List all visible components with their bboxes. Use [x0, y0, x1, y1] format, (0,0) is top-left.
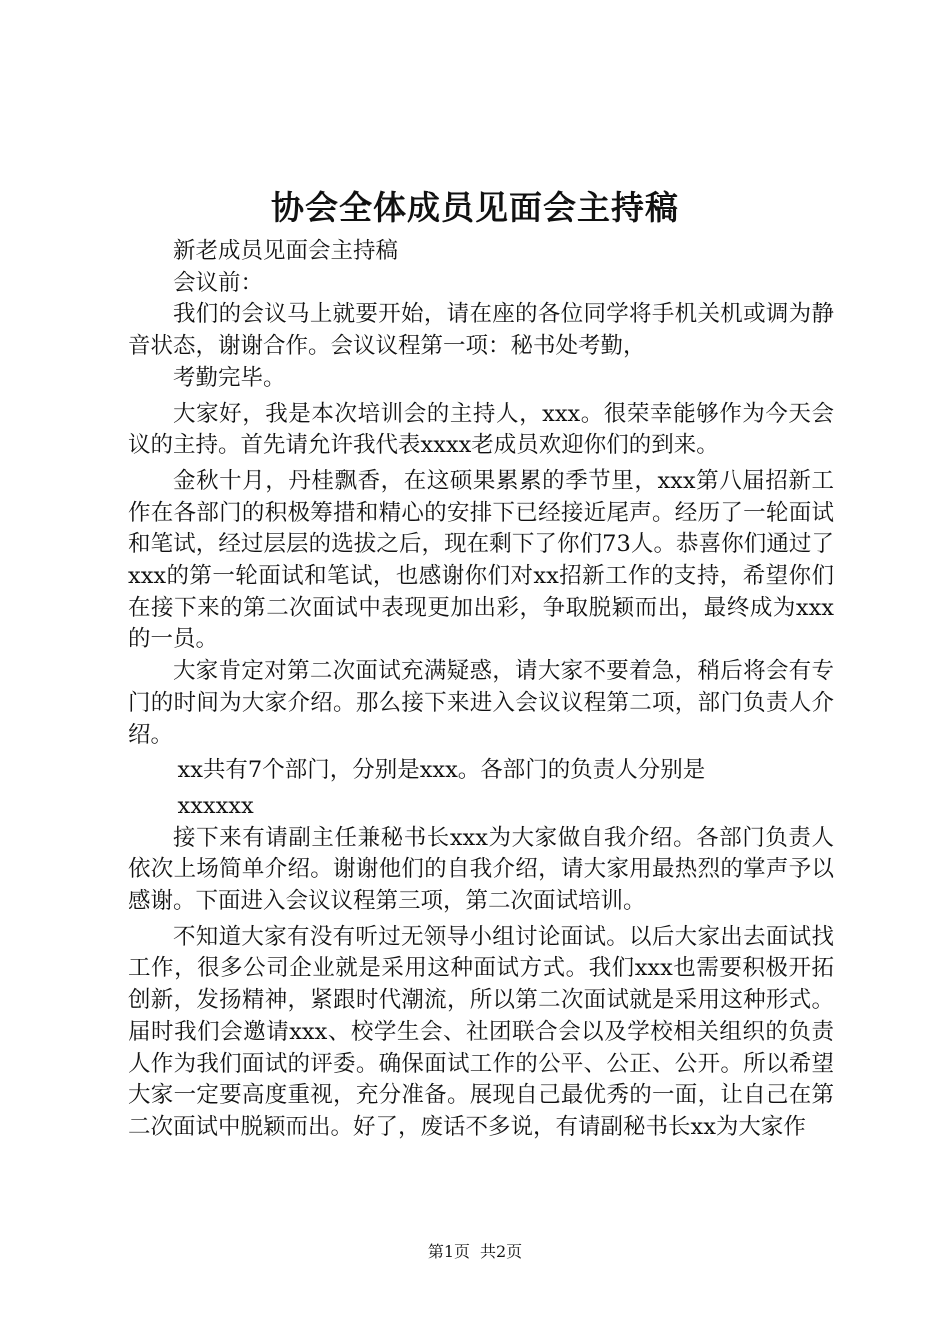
paragraph-self-introduction: 接下来有请副主任兼秘书长xxx为大家做自我介绍。各部门负责人依次上场简单介绍。谢谢他们的自我介绍，请大家用最热烈的掌声予以感谢。下面进入会议议程第三项，第二次面试培训。 — [128, 824, 834, 915]
document-title: 协会全体成员见面会主持稿 — [271, 188, 679, 227]
paragraph-opening: 我们的会议马上就要开始，请在座的各位同学将手机关机或调为静音状态，谢谢合作。会议议程第一项：秘书处考勤， — [128, 301, 834, 360]
paragraph-attendance-done: 考勤完毕。 — [173, 364, 286, 391]
page-footer — [0, 1240, 950, 1264]
paragraph-greeting: 大家好，我是本次培训会的主持人，xxx。很荣幸能够作为今天会议的主持。首先请允许我代表xxxx老成员欢迎你们的到来。 — [128, 400, 834, 459]
paragraph-subtitle: 新老成员见面会主持稿 — [173, 238, 399, 264]
page-number: 第1页 — [427, 1242, 470, 1261]
paragraph-before-meeting: 会议前： — [173, 269, 264, 296]
paragraph-department-heads: xxxxxx — [177, 792, 254, 819]
paragraph-second-interview-intro: 大家肯定对第二次面试充满疑惑，请大家不要着急，稍后将会有专门的时间为大家介绍。那么接下来进入会议议程第二项，部门负责人介绍。 — [128, 658, 834, 748]
page-total: 共2页 — [480, 1242, 523, 1261]
paragraph-recruitment: 金秋十月，丹桂飘香，在这硕果累累的季节里，xxx第八届招新工作在各部门的积极筹措和精心的安排下已经接近尾声。经历了一轮面试和笔试，经过层层的选拔之后，现在剩下了你们73人。恭喜你们通过了xxx的第一轮面试和笔试，也感谢你们对xx招新工作的支持，希望你们在接下来的第二次面试中表现更加出彩，争取脱颖而出，最终成为xxx的一员。 — [128, 467, 834, 653]
paragraph-departments: xx共有7个部门，分别是xxx。各部门的负责人分别是 — [177, 757, 706, 784]
paragraph-group-interview: 不知道大家有没有听过无领导小组讨论面试。以后大家出去面试找工作，很多公司企业就是采用这种面试方式。我们xxx也需要积极开拓创新，发扬精神，紧跟时代潮流，所以第二次面试就是采用这种形式。届时我们会邀请xxx、校学生会、社团联合会以及学校相关组织的负责人作为我们面试的评委。确保面试工作的公平、公正、公开。所以希望大家一定要高度重视，充分准备。展现自己最优秀的一面，让自己在第二次面试中脱颖而出。好了，废话不多说，有请副秘书长xx为大家作 — [128, 923, 834, 1140]
document-body — [128, 236, 834, 1144]
